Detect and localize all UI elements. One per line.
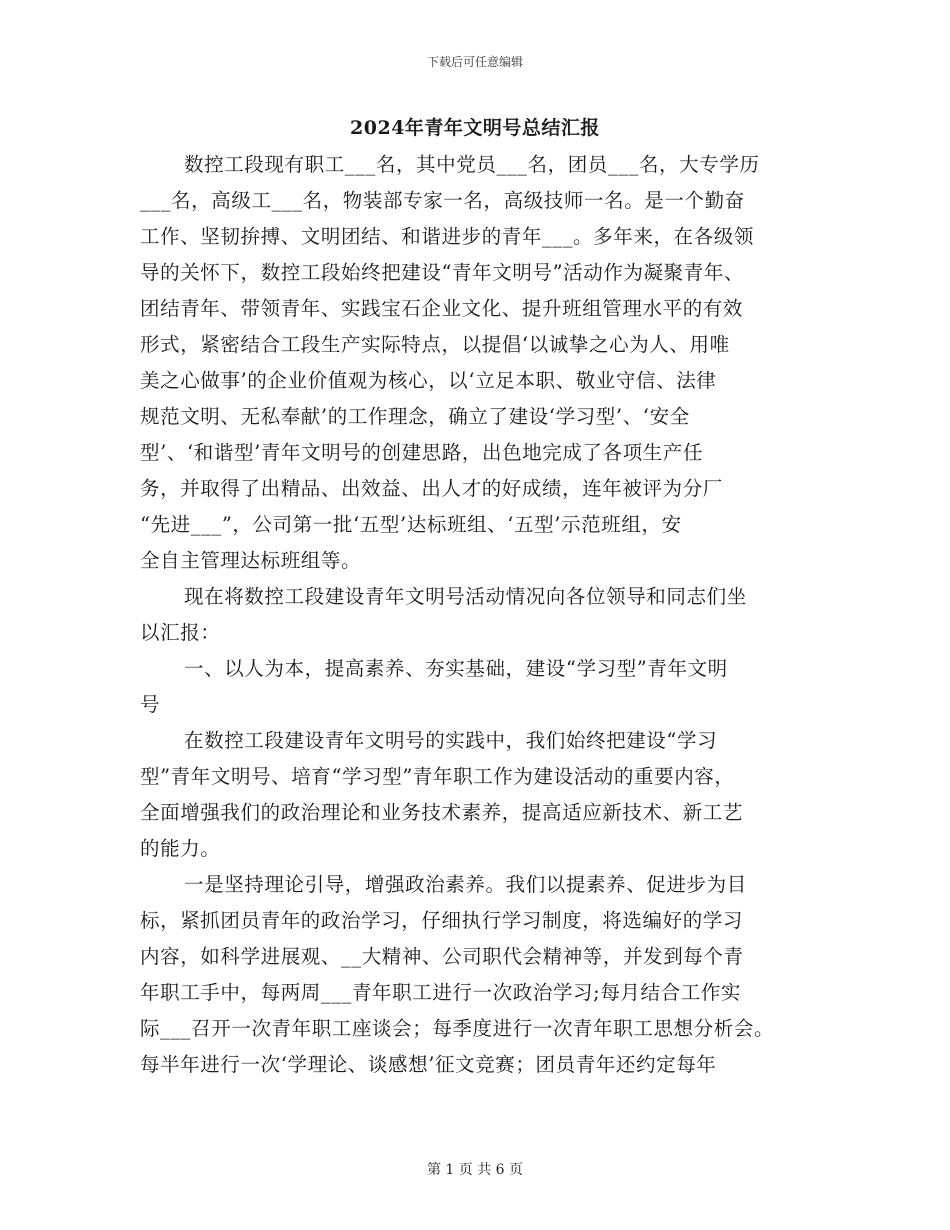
paragraph-line: 的能力。 [140, 837, 221, 860]
paragraph-line: 标，紧抓团员青年的政治学习，仔细执行学习制度，将选编好的学习 [140, 909, 744, 932]
paragraph-line: 导的关怀下，数控工段始终把建设“青年文明号”活动作为凝聚青年、 [140, 261, 745, 284]
paragraph-line: 内容，如科学进展观、__大精神、公司职代会精神等，并发到每个青 [140, 945, 744, 968]
paragraph [140, 654, 810, 720]
paragraph [140, 150, 810, 576]
paragraph-line: 规范文明、无私奉献’的工作理念，确立了建设‘学习型’、‘安全 [140, 405, 690, 428]
paragraph [140, 582, 810, 648]
paragraph-line: 美之心做事’的企业价值观为核心，以‘立足本职、敬业守信、法律 [140, 369, 717, 392]
paragraph-line: 工作、坚韧拚搏、文明团结、和谐进步的青年___。多年来，在各级领 [140, 225, 754, 248]
paragraph-line: 型’、‘和谐型’青年文明号的创建思路，出色地完成了各项生产任 [140, 441, 704, 464]
paragraph-line: 际___召开一次青年职工座谈会；每季度进行一次青年职工思想分析会。 [140, 1017, 775, 1040]
paragraph-line: 号 [140, 693, 161, 716]
paragraph-line: 一、以人为本，提高素养、夯实基础，建设“学习型”青年文明 [184, 657, 728, 680]
paragraph-line: 形式，紧密结合工段生产实际特点，以提倡‘以诚挚之心为人、用唯 [140, 333, 730, 356]
paragraph-line: 年职工手中，每两周___青年职工进行一次政治学习;每月结合工作实 [140, 981, 742, 1004]
paragraph-line: 以汇报： [140, 621, 221, 644]
paragraph-line: 在数控工段建设青年文明号的实践中，我们始终把建设“学习 [184, 729, 718, 752]
header-note: 下载后可任意编辑 [426, 55, 523, 69]
paragraph-line: ___名，高级工___名，物装部专家一名，高级技师一名。是一个勤奋 [140, 189, 745, 212]
paragraph-line: 每半年进行一次‘学理论、谈感想’征文竞赛；团员青年还约定每年 [140, 1053, 717, 1076]
paragraph-line: 务，并取得了出精品、出效益、出人才的好成绩，连年被评为分厂 [140, 477, 723, 500]
paragraph [140, 870, 810, 1080]
document-body [140, 150, 810, 1086]
page-footer: 第 1 页 共 6 页 [426, 1162, 524, 1178]
paragraph-line: 现在将数控工段建设青年文明号活动情况向各位领导和同志们坐 [184, 585, 747, 608]
paragraph-line: 全面增强我们的政治理论和业务技术素养，提高适应新技术、新工艺 [140, 801, 744, 824]
paragraph-line: 一是坚持理论引导，增强政治素养。我们以提素养、促进步为目 [184, 873, 747, 896]
paragraph [140, 726, 810, 864]
paragraph-line: 数控工段现有职工___名，其中党员___名，团员___名，大专学历 [184, 153, 760, 176]
paragraph-line: 型”青年文明号、培育“学习型”青年职工作为建设活动的重要内容， [140, 765, 735, 788]
paragraph-line: 全自主管理达标班组等。 [140, 549, 362, 572]
paragraph-line: “先进___”，公司第一批‘五型’达标班组、‘五型’示范班组，安 [140, 513, 682, 536]
document-title: 2024年青年文明号总结汇报 [350, 117, 600, 139]
paragraph-line: 团结青年、带领青年、实践宝石企业文化、提升班组管理水平的有效 [140, 297, 744, 320]
